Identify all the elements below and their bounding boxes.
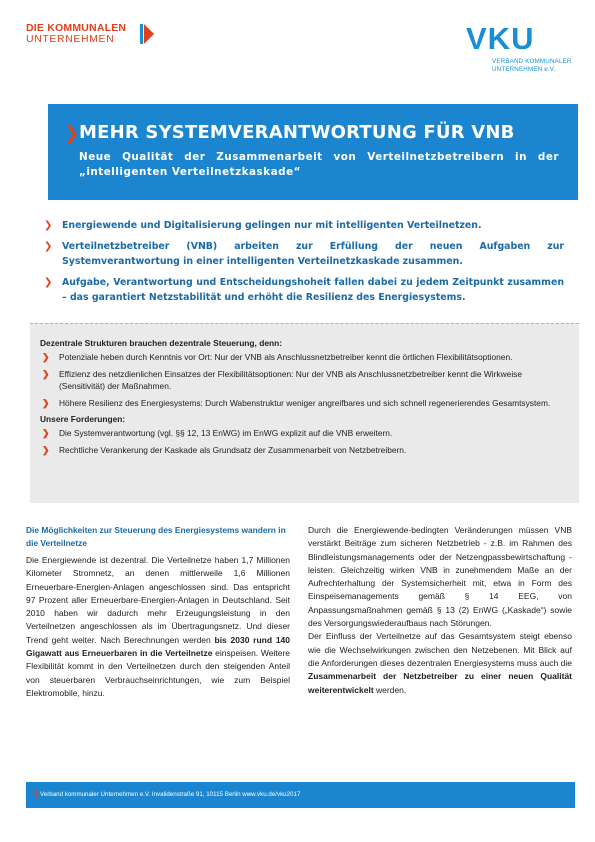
list-item <box>40 397 568 410</box>
title-band <box>48 104 578 200</box>
key-point <box>44 218 564 233</box>
logo-k-bar-icon <box>140 24 143 44</box>
logo-left-line1: DIE KOMMUNALEN <box>26 22 127 34</box>
vku-sub-line1: VERBAND KOMMUNALER <box>492 58 572 65</box>
box-heading-demands: Unsere Forderungen: <box>40 414 126 424</box>
chevron-icon: ❯ <box>42 428 50 438</box>
logo-left-line2: UNTERNEHMEN <box>26 33 115 45</box>
logo-vku <box>466 21 576 73</box>
key-points-list <box>44 218 564 311</box>
logo-die-kommunalen-unternehmen <box>26 23 126 45</box>
page-subtitle: Neue Qualität der Zusammenarbeit von Verteilnetzbetreibern in der „intelligenten Verteilnetzkaskade“ <box>79 151 559 178</box>
chevron-icon: ❯ <box>44 220 53 231</box>
body-paragraph: Durch die Energiewende-bedingten Veränderungen müssen VNB verstärkt Beiträge zum sicheren Netzbetrieb - z.B. im Rahmen des Blindleistungsmanagements oder der Netzengpassbewirtschaftung - leisten. Gleichzeitig wirken VNB in zunehmendem Maße an der Aufrechterhaltung der Systemsicherheit mit, etwa in Form des Einspeisemanagements gemäß § 14 EEG, von Anpassungsmaßnahmen gemäß § 13 (2) EnWG („Kaskade“) sowie des Versorgungswiederaufbaus nach Störungen. <box>308 525 572 629</box>
chevron-icon: ❯ <box>64 123 80 144</box>
list-item-text: Rechtliche Verankerung der Kaskade als Grundsatz der Zusammenarbeit von Netzbetreibern. <box>59 444 407 455</box>
paragraph-text: Der Einfluss der Verteilnetze auf das Gesamtsystem steigt ebenso wie die Wechselwirkungen zwischen den Netzebenen. Mit Blick auf die Anforderungen dieses dezentralen Energiesystems muss auch die <box>308 631 572 668</box>
chevron-icon: ❯ <box>44 277 53 288</box>
body-paragraph <box>308 630 572 696</box>
footer-address: Verband kommunaler Unternehmen e.V. Invalidenstraße 91, 10115 Berlin www.vku.de/vku2017 <box>40 791 301 798</box>
vku-wordmark: VKU <box>466 21 535 56</box>
paragraph-text: Die Energiewende ist dezentral. Die Verteilnetze haben 1,7 Millionen Kilometer Stromnetz, an denen mittlerweile 1,6 Millionen Erneuerbare-Energien-Anlagen angeschlossen sind. Das entspricht 97 Prozent aller Erneuerbare-Energien-Anlagen in Deutschland. Seit 2010 haben wir dadurch mehr Erzeugungsleistung in den Verteilnetzen angeschlossen als im Übertragungsnetz. Und dieser Trend geht weiter. Nach Berechnungen werden <box>26 555 290 645</box>
box-heading-structures: Dezentrale Strukturen brauchen dezentrale Steuerung, denn: <box>40 338 282 348</box>
list-item-text: Effizienz des netzdienlichen Einsatzes der Flexibilitätsoptionen: Nur der VNB als Anschlussnetzbetreiber kennt die Wirkweise (Sensitivität) der Maßnahmen. <box>59 368 523 391</box>
chevron-icon: ❯ <box>42 368 50 379</box>
right-column <box>308 524 572 697</box>
footer-bar <box>26 782 575 808</box>
emphasis-text: bis 2030 rund 140 Gigawatt aus Erneuerbaren in die Verteilnetze <box>26 634 290 659</box>
emphasis-text: Zusammenarbeit der Netzbetreiber zu einer neuen Qualität weiterentwickelt <box>308 671 572 695</box>
list-item <box>40 351 568 364</box>
page-title: MEHR SYSTEMVERANTWORTUNG FÜR VNB <box>79 122 515 143</box>
vku-sub-line2: UNTERNEHMEN e.V. <box>492 65 556 73</box>
list-item <box>40 368 568 393</box>
list-item <box>40 444 568 457</box>
section-heading: Die Möglichkeiten zur Steuerung des Energiesystems wandern in die Verteilnetze <box>26 525 286 548</box>
box-list-reasons <box>40 351 568 409</box>
key-point <box>44 239 564 269</box>
logo-k-arrow-icon <box>144 24 154 44</box>
chevron-icon: ❯ <box>42 444 50 455</box>
chevron-icon: ❯ <box>33 789 40 798</box>
list-item-text: Potenziale heben durch Kenntnis vor Ort: Nur der VNB als Anschlussnetzbetreiber kennt die örtlichen Flexibilitätsoptionen. <box>59 352 513 362</box>
key-point-text: Verteilnetzbetreiber (VNB) arbeiten zur Erfüllung der neuen Aufgaben zur Systemverantwortung in einer intelligenten Verteilnetzkaskade zusammen. <box>62 241 564 267</box>
paragraph-text: einspeisen. Weitere Flexibilität kommt in den Verteilnetzen durch den steigenden Anteil von steuerbaren Verbrauchseinrichtungen, wie zum Beispiel Elektromobile, hinzu. <box>26 648 291 698</box>
list-item <box>40 427 568 440</box>
body-paragraph <box>26 554 290 700</box>
list-item-text: Die Systemverantwortung (vgl. §§ 12, 13 EnWG) im EnWG explizit auf die VNB erweitern. <box>59 428 393 438</box>
key-point-text: Aufgabe, Verantwortung und Entscheidungshoheit fallen dabei zu jedem Zeitpunkt zusammen – das garantiert Netzstabilität und erhöht die Resilienz des Energiesystems. <box>62 277 564 303</box>
chevron-icon: ❯ <box>44 241 53 252</box>
chevron-icon: ❯ <box>42 352 50 362</box>
chevron-icon: ❯ <box>42 397 50 408</box>
list-item-text: Höhere Resilienz des Energiesystems: Durch Wabenstruktur weniger angreifbares und sich schnell regenerierendes Gesamtsystem. <box>59 397 551 408</box>
key-point <box>44 275 564 305</box>
summary-box <box>30 323 579 503</box>
key-point-text: Energiewende und Digitalisierung gelingen nur mit intelligenten Verteilnetzen. <box>62 220 482 231</box>
paragraph-text: werden. <box>373 684 407 695</box>
box-list-demands <box>40 427 568 456</box>
left-column <box>26 524 290 700</box>
